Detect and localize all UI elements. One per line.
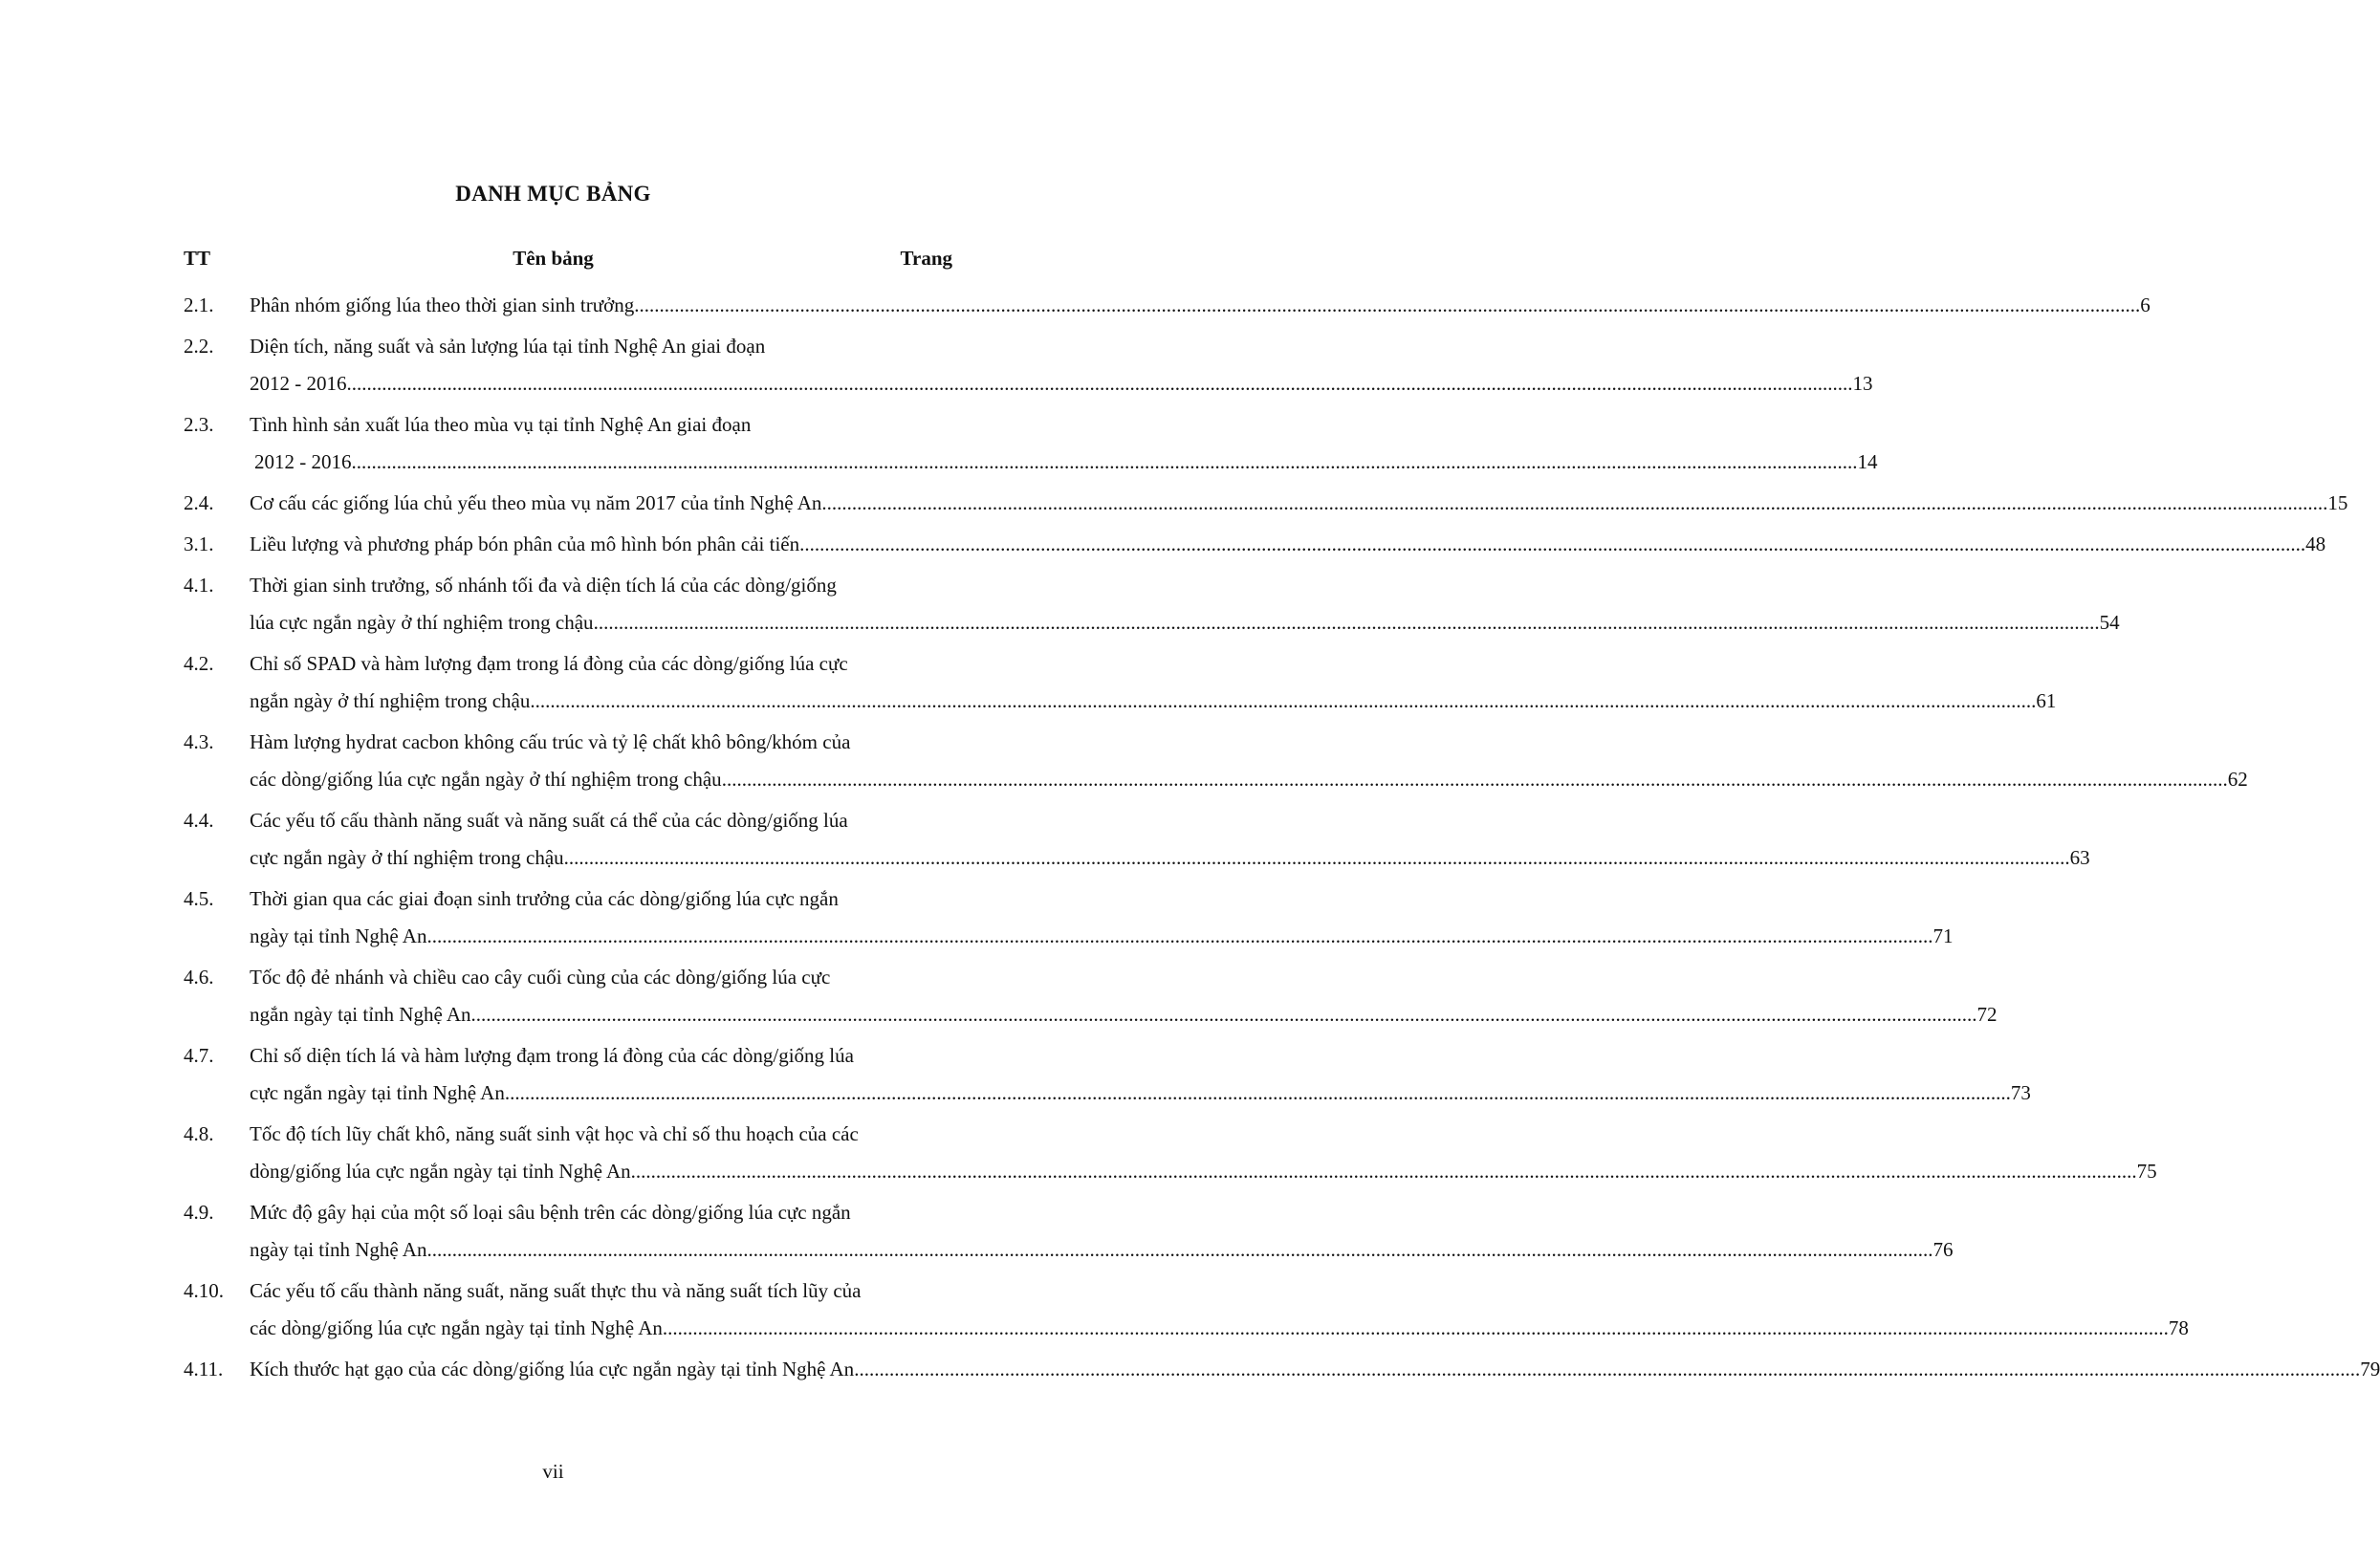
page-title: DANH MỤC BẢNG xyxy=(455,182,651,206)
entry-number: 4.3. xyxy=(184,730,214,753)
entry-number: 4.7. xyxy=(184,1044,214,1067)
entry-page-number: 62 xyxy=(2227,768,2248,791)
toc-entry xyxy=(0,287,2151,324)
dot-leader: ............................................................................................................................................................................................................................................................................................................ xyxy=(821,491,2328,514)
header-tt: TT xyxy=(184,247,211,270)
entry-title: Các yếu tố cấu thành năng suất, năng suất thực thu và năng suất tích lũy của xyxy=(250,1279,862,1302)
entry-number: 4.1. xyxy=(184,574,214,597)
entry-title: Thời gian sinh trưởng, số nhánh tối đa và diện tích lá của các dòng/giống xyxy=(250,574,837,597)
entry-page-number: 13 xyxy=(1852,372,1873,395)
entry-title-continuation: ngắn ngày tại tỉnh Nghệ An xyxy=(250,1003,471,1026)
entry-number: 4.4. xyxy=(184,809,214,832)
toc-entry xyxy=(0,567,2120,641)
entry-number: 2.3. xyxy=(184,413,214,436)
dot-leader: ............................................................................................................................................................................................................................................................................................................ xyxy=(854,1358,2361,1380)
dot-leader: ............................................................................................................................................................................................................................................................................................................ xyxy=(634,293,2141,316)
dot-leader: ............................................................................................................................................................................................................................................................................................................ xyxy=(346,372,1853,395)
dot-leader: ............................................................................................................................................................................................................................................................................................................ xyxy=(593,611,2100,634)
toc-entry xyxy=(0,485,2348,522)
dot-leader: ............................................................................................................................................................................................................................................................................................................ xyxy=(351,450,1858,473)
dot-leader: ............................................................................................................................................................................................................................................................................................................ xyxy=(530,689,2037,712)
toc-entry xyxy=(0,1351,2380,1388)
toc-entry xyxy=(0,406,1878,481)
entry-page-number: 14 xyxy=(1857,450,1878,473)
dot-leader: ............................................................................................................................................................................................................................................................................................................ xyxy=(799,533,2306,555)
entry-title-continuation: ngắn ngày ở thí nghiệm trong chậu xyxy=(250,689,531,712)
entry-number: 4.6. xyxy=(184,966,214,989)
entry-number: 4.8. xyxy=(184,1122,214,1145)
dot-leader: ............................................................................................................................................................................................................................................................................................................ xyxy=(504,1081,2011,1104)
page-number: vii xyxy=(542,1460,564,1483)
dot-leader: ............................................................................................................................................................................................................................................................................................................ xyxy=(563,846,2070,869)
entry-number: 4.9. xyxy=(184,1201,214,1224)
toc-entry xyxy=(0,645,2057,720)
entry-number: 2.1. xyxy=(184,293,214,316)
entry-page-number: 15 xyxy=(2327,491,2348,514)
entry-title: Cơ cấu các giống lúa chủ yếu theo mùa vụ năm 2017 của tỉnh Nghệ An xyxy=(250,491,822,514)
entry-title-continuation: các dòng/giống lúa cực ngắn ngày ở thí nghiệm trong chậu xyxy=(250,768,722,791)
entry-number: 2.2. xyxy=(184,335,214,358)
entry-title: Hàm lượng hydrat cacbon không cấu trúc và tỷ lệ chất khô bông/khóm của xyxy=(250,730,851,753)
dot-leader: ............................................................................................................................................................................................................................................................................................................ xyxy=(721,768,2228,791)
entry-number: 4.2. xyxy=(184,652,214,675)
entry-number: 4.5. xyxy=(184,887,214,910)
dot-leader: ............................................................................................................................................................................................................................................................................................................ xyxy=(470,1003,1977,1026)
entry-title: Thời gian qua các giai đoạn sinh trưởng của các dòng/giống lúa cực ngắn xyxy=(250,887,839,910)
entry-title: Liều lượng và phương pháp bón phân của mô hình bón phân cải tiến xyxy=(250,533,800,555)
entry-title: Chỉ số diện tích lá và hàm lượng đạm trong lá đòng của các dòng/giống lúa xyxy=(250,1044,854,1067)
entry-title: Tốc độ tích lũy chất khô, năng suất sinh vật học và chỉ số thu hoạch của các xyxy=(250,1122,859,1145)
entry-page-number: 72 xyxy=(1976,1003,1998,1026)
entry-number: 4.11. xyxy=(184,1358,224,1380)
entry-page-number: 75 xyxy=(2136,1160,2157,1183)
entry-title-continuation: 2012 - 2016 xyxy=(254,450,352,473)
entry-title: Các yếu tố cấu thành năng suất và năng suất cá thể của các dòng/giống lúa xyxy=(250,809,848,832)
toc-entry xyxy=(0,1037,2031,1112)
table-list xyxy=(0,287,2380,1392)
toc-entry xyxy=(0,880,1954,955)
entry-title-continuation: 2012 - 2016 xyxy=(250,372,347,395)
entry-title: Mức độ gây hại của một số loại sâu bệnh trên các dòng/giống lúa cực ngắn xyxy=(250,1201,851,1224)
entry-number: 4.10. xyxy=(184,1279,224,1302)
entry-page-number: 71 xyxy=(1932,924,1954,947)
dot-leader: ............................................................................................................................................................................................................................................................................................................ xyxy=(630,1160,2137,1183)
toc-entry xyxy=(0,802,2090,877)
header-page: Trang xyxy=(900,247,952,270)
entry-number: 2.4. xyxy=(184,491,214,514)
toc-entry xyxy=(0,328,1873,402)
entry-title: Tốc độ đẻ nhánh và chiều cao cây cuối cùng của các dòng/giống lúa cực xyxy=(250,966,831,989)
entry-title-continuation: các dòng/giống lúa cực ngắn ngày tại tỉnh Nghệ An xyxy=(250,1316,663,1339)
entry-title: Phân nhóm giống lúa theo thời gian sinh trưởng xyxy=(250,293,635,316)
entry-page-number: 78 xyxy=(2168,1316,2189,1339)
entry-page-number: 63 xyxy=(2069,846,2090,869)
entry-page-number: 61 xyxy=(2036,689,2057,712)
toc-entry xyxy=(0,1116,2157,1190)
entry-title: Chỉ số SPAD và hàm lượng đạm trong lá đòng của các dòng/giống lúa cực xyxy=(250,652,848,675)
entry-page-number: 73 xyxy=(2010,1081,2031,1104)
entry-title-continuation: dòng/giống lúa cực ngắn ngày tại tỉnh Nghệ An xyxy=(250,1160,631,1183)
entry-title-continuation: ngày tại tỉnh Nghệ An xyxy=(250,1238,427,1261)
entry-page-number: 54 xyxy=(2099,611,2120,634)
entry-page-number: 48 xyxy=(2305,533,2326,555)
header-table-name: Tên bảng xyxy=(513,247,594,270)
entry-page-number: 6 xyxy=(2140,293,2151,316)
entry-title: Kích thước hạt gạo của các dòng/giống lúa cực ngắn ngày tại tỉnh Nghệ An xyxy=(250,1358,855,1380)
entry-number: 3.1. xyxy=(184,533,214,555)
toc-entry xyxy=(0,724,2248,798)
dot-leader: ............................................................................................................................................................................................................................................................................................................ xyxy=(662,1316,2169,1339)
toc-entry xyxy=(0,959,1998,1033)
entry-page-number: 79 xyxy=(2360,1358,2380,1380)
entry-page-number: 76 xyxy=(1932,1238,1954,1261)
toc-entry xyxy=(0,526,2326,563)
entry-title-continuation: lúa cực ngắn ngày ở thí nghiệm trong chậu xyxy=(250,611,594,634)
dot-leader: ............................................................................................................................................................................................................................................................................................................ xyxy=(426,1238,1933,1261)
entry-title: Tình hình sản xuất lúa theo mùa vụ tại tỉnh Nghệ An giai đoạn xyxy=(250,413,752,436)
entry-title-continuation: cực ngắn ngày ở thí nghiệm trong chậu xyxy=(250,846,564,869)
table-header xyxy=(0,247,1106,275)
entry-title-continuation: ngày tại tỉnh Nghệ An xyxy=(250,924,427,947)
toc-entry xyxy=(0,1272,2189,1347)
dot-leader: ............................................................................................................................................................................................................................................................................................................ xyxy=(426,924,1933,947)
entry-title-continuation: cực ngắn ngày tại tỉnh Nghệ An xyxy=(250,1081,505,1104)
entry-title: Diện tích, năng suất và sản lượng lúa tại tỉnh Nghệ An giai đoạn xyxy=(250,335,766,358)
toc-entry xyxy=(0,1194,1954,1269)
